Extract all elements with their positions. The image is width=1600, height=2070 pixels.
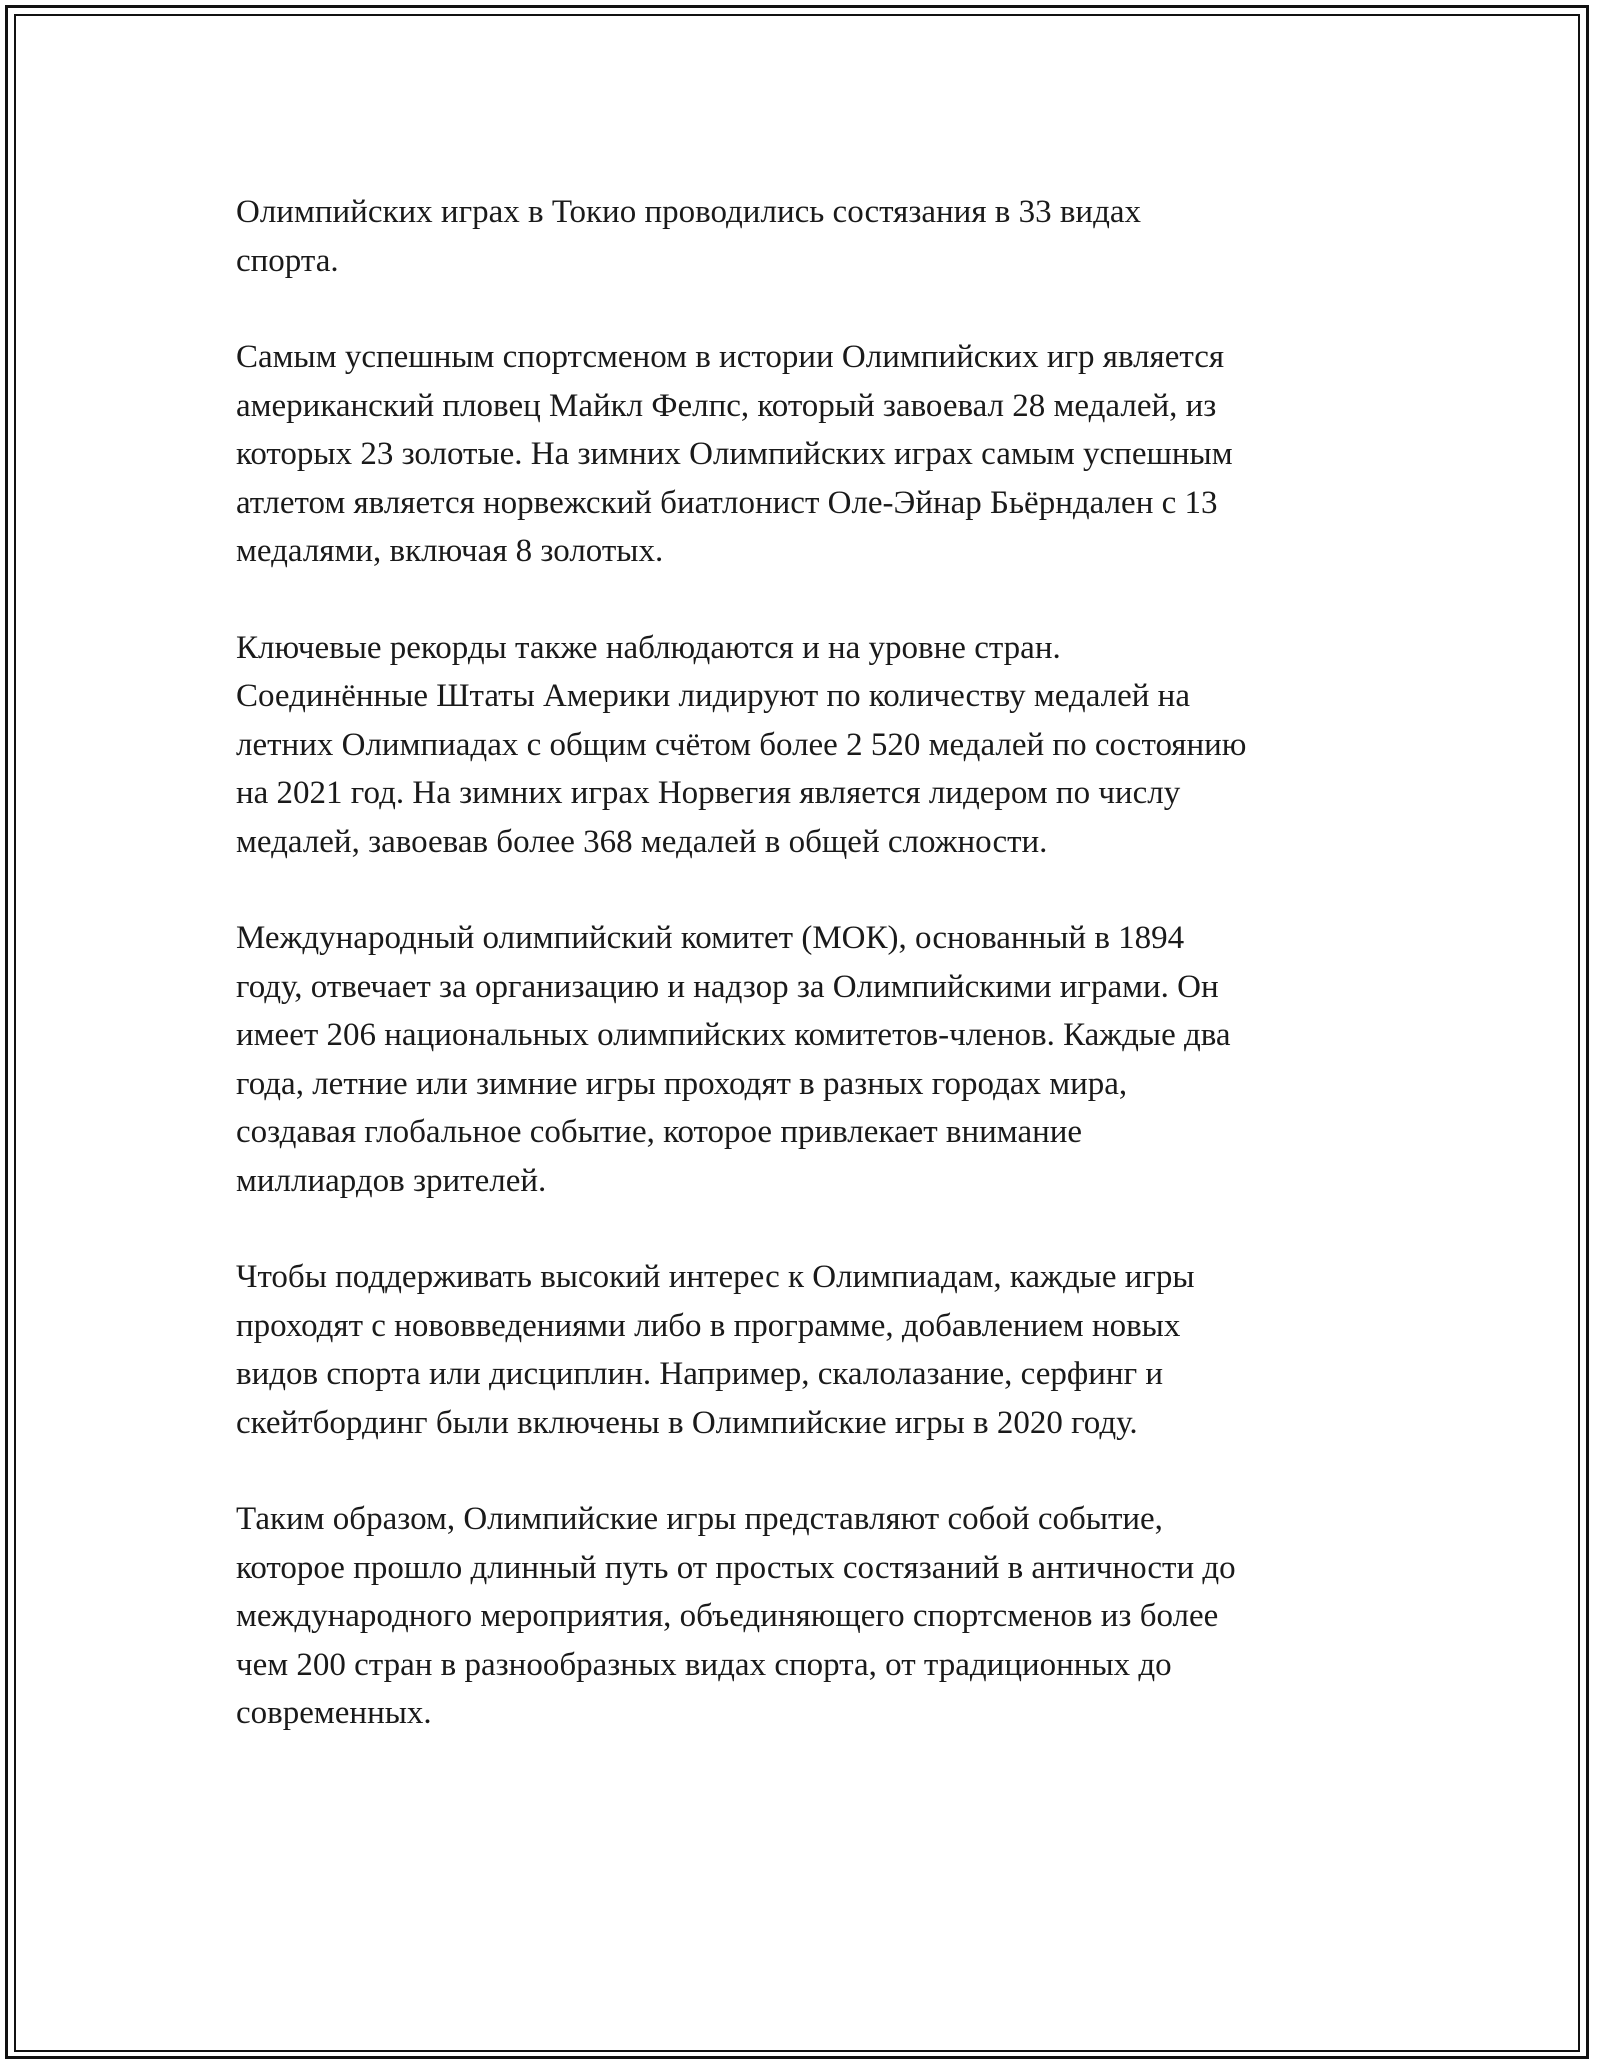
paragraph-innovations: Чтобы поддерживать высокий интерес к Олимпиадам, каждые игры проходят с нововведениями либо в программе, добавлением новых видов спорта или дисциплин. Например, скалолазание, серфинг и скейтбординг были включены в Олимпийские игры в 2020 году. — [236, 1259, 1195, 1441]
paragraph-country-records: Ключевые рекорды также наблюдаются и на уровне стран. Соединённые Штаты Америки лидируют по количеству медалей на летних Олимпиадах с общим счётом более 2 520 медалей по состоянию на 2021 год. На зимних играх Норвегия является лидером по числу медалей, завоевав более 368 медалей в общей сложности. — [236, 629, 1247, 860]
paragraph-ioc: Международный олимпийский комитет (МОК), основанный в 1894 году, отвечает за организацию и надзор за Олимпийскими играми. Он имеет 206 национальных олимпийских комитетов-членов. Каждые два года, летние или зимние игры проходят в разных городах мира, создавая глобальное событие, которое привлекает внимание миллиардов зрителей. — [236, 920, 1231, 1199]
paragraph-successful-athletes: Самым успешным спортсменом в истории Олимпийских игр является американский пловец Майкл Фелпс, который завоевал 28 медалей, из которых 23 золотые. На зимних Олимпийских играх самым успешным атлетом является норвежский биатлонист Оле-Эйнар Бьёрндален с 13 медалями, включая 8 золотых. — [236, 339, 1233, 569]
paragraph-tokyo-sports: Олимпийских играх в Токио проводились состязания в 33 видах спорта. — [236, 194, 1142, 279]
paragraph-conclusion: Таким образом, Олимпийские игры представляют собой событие, которое прошло длинный путь от простых состязаний в античности до международного мероприятия, объединяющего спортсменов из более чем 200 стран в разнообразных видах спорта, от традиционных до современных. — [236, 1501, 1236, 1731]
document-body — [236, 188, 1376, 1786]
